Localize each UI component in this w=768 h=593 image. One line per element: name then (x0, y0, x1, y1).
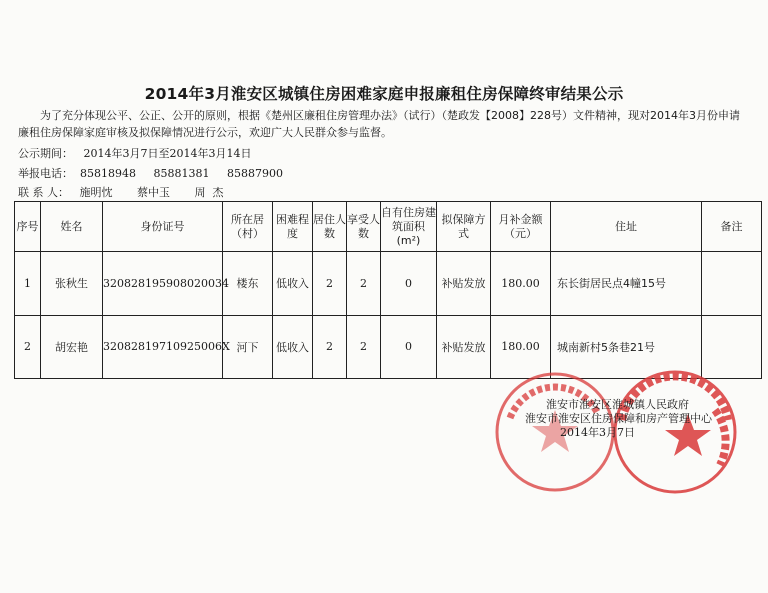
cell-name: 胡宏艳 (41, 315, 103, 379)
cell-residents: 2 (313, 315, 347, 379)
cell-id-number: 32082819710925006X (103, 315, 223, 379)
contact-name: 施明忱 (79, 186, 113, 199)
cell-address: 城南新村5条巷21号 (551, 315, 702, 379)
contact-name: 周 杰 (194, 186, 224, 199)
cell-index: 2 (15, 315, 41, 379)
cell-amount: 180.00 (491, 315, 551, 379)
cell-index: 1 (15, 252, 41, 316)
period-line (18, 145, 251, 161)
period-value: 2014年3月7日至2014年3月14日 (83, 147, 252, 160)
phone-number: 85881381 (153, 167, 210, 180)
header-cell: 序号 (15, 202, 41, 252)
table-row (15, 315, 762, 379)
header-cell: 困难程度 (273, 202, 313, 252)
phone-number: 85887900 (226, 167, 283, 180)
page-title: 2014年3月淮安区城镇住房困难家庭申报廉租住房保障终审结果公示 (144, 85, 624, 103)
table-header-row (15, 202, 762, 252)
cell-hardship: 低收入 (273, 252, 313, 316)
header-cell: 所在居（村） (223, 202, 273, 252)
table-row (15, 252, 762, 316)
header-cell: 自有住房建筑面积(m²) (381, 202, 437, 252)
header-cell: 享受人数 (347, 202, 381, 252)
signature-org-1: 淮安市淮安区淮城镇人民政府 (546, 398, 689, 411)
header-cell: 住址 (551, 202, 702, 252)
phone-label: 举报电话： (18, 167, 73, 180)
signature-org-2: 淮安市淮安区住房保障和房产管理中心 (525, 412, 712, 425)
cell-remark (702, 252, 762, 316)
period-label: 公示期间： (18, 147, 73, 160)
header-cell: 备注 (702, 202, 762, 252)
cell-hardship: 低收入 (273, 315, 313, 379)
cell-remark (702, 315, 762, 379)
cell-name: 张秋生 (41, 252, 103, 316)
result-table (14, 201, 762, 379)
cell-method: 补贴发放 (437, 315, 491, 379)
cell-address: 东长街居民点4幢15号 (551, 252, 702, 316)
header-cell: 身份证号 (103, 202, 223, 252)
header-cell: 居住人数 (313, 202, 347, 252)
contact-line (18, 184, 223, 200)
phone-line (18, 165, 283, 181)
header-cell: 拟保障方式 (437, 202, 491, 252)
intro-paragraph: 为了充分体现公平、公正、公开的原则，根据《楚州区廉租住房管理办法》（试行）（楚政发【2008】228号）文件精神，现对2014年3月份申请廉租住房保障家庭审核及拟保障情况进行公示，欢迎广大人民群众参与监督。 (18, 109, 740, 139)
signature-date: 2014年3月7日 (560, 426, 635, 439)
phone-number: 85818948 (80, 167, 136, 180)
contact-name: 蔡中玉 (136, 186, 170, 199)
cell-village: 河下 (223, 315, 273, 379)
cell-beneficiaries: 2 (347, 315, 381, 379)
cell-area: 0 (381, 315, 437, 379)
header-cell: 姓名 (41, 202, 103, 252)
cell-residents: 2 (313, 252, 347, 316)
contact-label: 联 系 人： (18, 186, 69, 199)
cell-beneficiaries: 2 (347, 252, 381, 316)
cell-village: 楼东 (223, 252, 273, 316)
header-cell: 月补金额（元） (491, 202, 551, 252)
cell-area: 0 (381, 252, 437, 316)
cell-method: 补贴发放 (437, 252, 491, 316)
cell-id-number: 320828195908020034 (103, 252, 223, 316)
cell-amount: 180.00 (491, 252, 551, 316)
